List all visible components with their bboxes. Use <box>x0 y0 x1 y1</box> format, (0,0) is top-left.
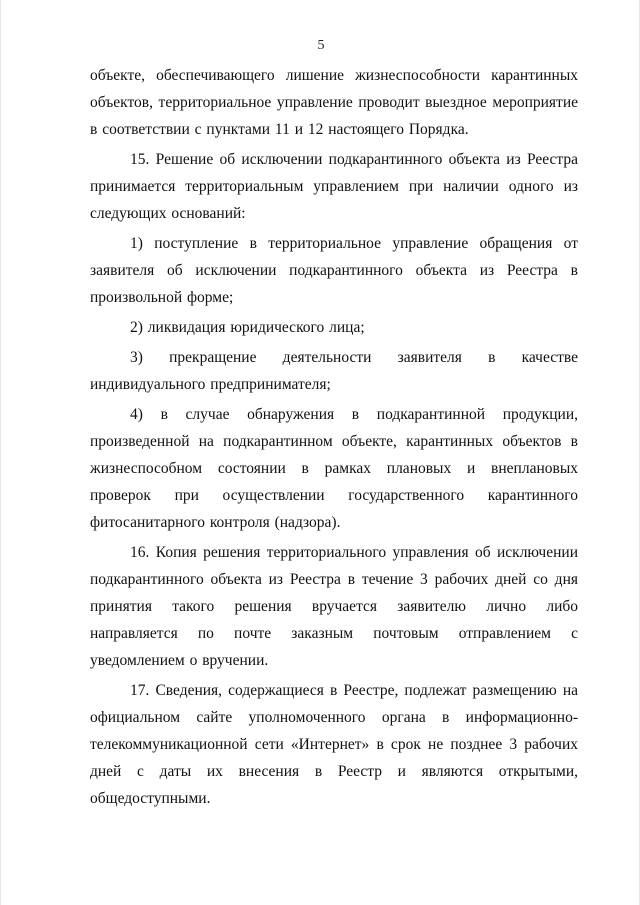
paragraph-subitem-3: 3) прекращение деятельности заявителя в качестве индивидуального предпринимателя; <box>90 349 578 393</box>
paragraph-subitem-2: 2) ликвидация юридического лица; <box>130 319 365 336</box>
paragraph-item-16: 16. Копия решения территориального управления об исключении подкарантинного объекта из Реестра в течение 3 рабочих дней со дня принятия такого решения вручается заявителю лично либо направляется по почте заказным почтовым отправлением с уведомлением о вручении. <box>90 544 578 669</box>
paragraph-subitem-1: 1) поступление в территориальное управление обращения от заявителя об исключении подкарантинного объекта из Реестра в произвольной форме; <box>90 235 578 306</box>
page-number: 5 <box>317 38 325 53</box>
paragraph-item-15: 15. Решение об исключении подкарантинного объекта из Реестра принимается территориальным управлением при наличии одного из следующих оснований: <box>90 151 578 222</box>
paragraph-subitem-4: 4) в случае обнаружения в подкарантинной продукции, произведенной на подкарантинном объекте, карантинных объектов в жизнеспособном состоянии в рамках плановых и внеплановых проверок при осуществлении государственного карантинного фитосанитарного контроля (надзора). <box>90 406 578 531</box>
paragraph-item-17: 17. Сведения, содержащиеся в Реестре, подлежат размещению на официальном сайте уполномоченного органа в информационно-телекоммуникационной сети «Интернет» в срок не позднее 3 рабочих дней с даты их внесения в Реестр и являются открытыми, общедоступными. <box>90 682 578 807</box>
paragraph-continuation: объекте, обеспечивающего лишение жизнеспособности карантинных объектов, территориальное управление проводит выездное мероприятие в соответствии с пунктами 11 и 12 настоящего Порядка. <box>90 67 578 138</box>
document-body <box>90 62 578 815</box>
